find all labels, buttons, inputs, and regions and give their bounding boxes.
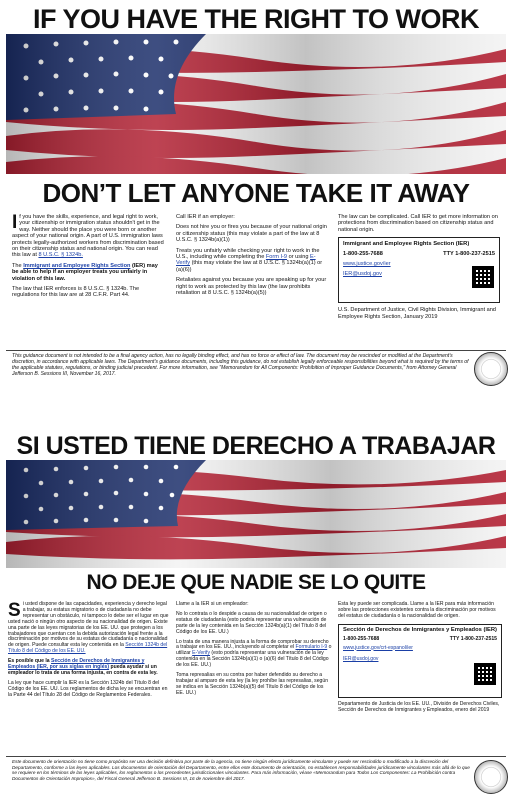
column-2-en [176, 214, 328, 300]
qr-code-icon-en[interactable] [472, 266, 494, 288]
unfair-check-mid-en: or using [288, 254, 309, 261]
headline-en: IF YOU HAVE THE RIGHT TO WORK [32, 4, 480, 34]
phone-es[interactable]: 1-800-255-7688 [343, 635, 380, 642]
retaliation-text-es: Toma represalias en su contra por haber defendido su derecho a trabajar al amparo de esta ley (la ley prohíbe las represalias, según se indica en la Sección 1324b(a)(5) del Título 8 del Código de los EE. UU.) [176, 672, 329, 696]
column-1-en [12, 214, 164, 303]
hire-fire-text-en: Does not hire you or fires you because of your national origin or citizenship status (this may violate a part of the law at 8 U.S.C. § 1324b(a)(1)) [176, 224, 327, 244]
footer-credit-en: U.S. Department of Justice, Civil Rights Division, Immigrant and Employee Rights Section, January 2019 [338, 307, 496, 320]
law-link-en[interactable]: 8 U.S.C. § 1324b. [38, 252, 83, 259]
tty-en[interactable]: TTY 1-800-237-2515 [443, 250, 495, 257]
hire-fire-text-es: No lo contrata o lo despide a causa de su nacionalidad de origen o estatus de ciudadanía (esto podría representar una vulneración de parte de la ley contenida en la Sección 1324b(a)(1) del Título 8 del Código de los EE. UU.) [176, 610, 327, 635]
law-complicated-text-es: Esta ley puede ser complicada. Llame a la IER para más información sobre las protecciones existentes contra la discriminación por motivos del estatus de ciudadanía o la nacionalidad de origen. [338, 601, 496, 619]
contact-title-en: Immigrant and Employee Rights Section (IER) [343, 241, 470, 248]
law-complicated-text-en: The law can be complicated. Call IER to get more information on protections from discrimination based on citizenship status and national origin. [338, 214, 498, 233]
law-link-es[interactable]: Sección 1324b del Título 8 del Código de los EE. UU. [8, 642, 168, 655]
phone-en[interactable]: 1-800-255-7688 [343, 250, 383, 257]
divider-es [6, 756, 506, 757]
us-flag-image-en [6, 34, 506, 174]
us-flag-image-es [6, 460, 506, 568]
unfair-check-post-es: (esto podría representar una vulneración de la ley contenida en la Sección 1324b(a)(1) o (a)(6) del Título 8 del Código de los EE. UU.) [176, 650, 329, 669]
email-link-en[interactable]: IER@usdoj.gov [343, 271, 382, 278]
dropcap-en: I [12, 212, 18, 233]
call-ier-heading-en: Call IER if an employer: [176, 214, 235, 220]
ier-link-en[interactable]: Immigrant and Employee Rights Section [23, 262, 131, 269]
retaliation-text-en: Retaliates against you because you are speaking up for your right to work as protected by this law (the law prohibits retaliation at 8 U.S.C. § 1324b(a)(5)) [176, 277, 327, 297]
unfair-check-mid-es: o utilizar [176, 644, 332, 657]
intro-text-en: f you have the skills, experience, and legal right to work, your citizenship or immigration status shouldn't get in the way. Neither should the place you were born or another aspect of your national origin. A part of U.S. immigration laws protects legally-authorized workers from discrimination based on their citizenship status and national origin. You can read this law at [12, 214, 164, 259]
contact-box-es [338, 624, 502, 698]
column-3-en [338, 214, 500, 344]
tty-es[interactable]: TTY 1-800-237-2515 [449, 635, 497, 642]
dropcap-es: S [8, 600, 21, 621]
doj-seal-icon-es [474, 760, 508, 794]
footer-credit-es: Departamento de Justicia de los EE. UU., División de Derechos Civiles, Sección de Derechos de Inmigrantes y Empleados, enero del 2019 [338, 700, 500, 713]
everify-link-es[interactable]: E-Verify [192, 650, 210, 657]
intro-text-es: i usted dispone de las capacidades, experiencia y derecho legal a trabajar, su estatus migratorio o de ciudadanía no debe representar un obstáculo, ni tampoco lo debe ser el lugar en que usted nació o ningún otro aspecto de su nacionalidad de origen. Existe una parte de las leyes migratorias de los EE. UU. que protegen a los trabajadores que cuentan con la debida autorización legal frente a la discriminación por motivos de su estatus de ciudadanía o nacionalidad de origen. Puede consultar esta ley contenida en la [8, 601, 169, 649]
ier-intro-post-en: (IER) may be able to help if an employer treats you unfairly in violation of this law. [12, 262, 158, 282]
qr-code-icon-es[interactable] [474, 663, 496, 685]
unfair-check-pre-en: Treats you unfairly while checking your right to work in the U.S., including while completing the [176, 247, 320, 261]
call-ier-heading-es: Llame a la IER si un empleador: [176, 601, 249, 607]
ier-intro-pre-es: Es posible que la [8, 658, 50, 665]
disclaimer-en: This guidance document is not intended to be a final agency action, has no legally binding effect, and has no force or effect of law. The document may be rescinded or modified at the Department's discretion, in accordance with applicable laws. The Department's guidance documents, including this guidance, do not establish legally enforceable responsibilities beyond what is required by the terms of the applicable statutes, regulations, or binding judicial precedent. For more information, see "Memorandum for All Components: Prohibition of Improper Guidance Documents," from Attorney General Jefferson B. Sessions III, November 16, 2017. [12, 353, 469, 377]
ier-intro-post-es: pueda ayudar si un empleador lo trata de una forma injusta, en contra de esta ley. [8, 664, 158, 676]
unfair-check-post-en: (this may violate the law at 8 U.S.C. § 1324b(a)(1) or (a)(6)) [176, 260, 323, 273]
subhead-es: NO DEJE QUE NADIE SE LO QUITE [86, 571, 426, 594]
website-link-en[interactable]: www.justice.gov/ier [343, 261, 391, 268]
form-i9-link-es[interactable]: Formulario I-9 [295, 644, 328, 651]
contact-title-es: Sección de Derechos de Inmigrantes y Empleados (IER) [343, 626, 497, 633]
contact-box-en [338, 237, 500, 303]
column-2-es [176, 602, 332, 701]
unfair-check-pre-es: Lo trata de una manera injusta a la forma de comprobar su derecho a trabajar en los EE. UU., incluyendo al completar el [176, 638, 329, 651]
ier-intro-pre-en: The [12, 262, 22, 269]
email-link-es[interactable]: IER@usdoj.gov [343, 656, 379, 663]
headline-es: SI USTED TIENE DERECHO A TRABAJAR [16, 432, 496, 460]
form-i9-link-en[interactable]: Form I-9 [265, 254, 288, 261]
column-3-es [338, 602, 502, 718]
everify-link-en[interactable]: E-Verify [176, 254, 316, 267]
regulations-text-en: The law that IER enforces is 8 U.S.C. § 1324b. The regulations for this law are at 28 C.F.R. Part 44. [12, 286, 140, 299]
ier-link-es[interactable]: Sección de Derechos de Inmigrantes y Empleados (IER, por sus siglas en inglés) [8, 658, 145, 671]
column-1-es [8, 602, 170, 703]
divider-en [6, 350, 506, 351]
regulations-text-es: La ley que hace cumplir la IER es la Sección 1324b del Título 8 del Código de los EE. UU. Los reglamentos de dicha ley se encuentran en la Parte 44 del Título 28 del Código de Reglamentos Federales. [8, 679, 168, 698]
disclaimer-es: Este documento de orientación no tiene como propósito ser una decisión definitiva por parte de la agencia, no tiene ningún efecto jurídicamente vinculante y puede ser rescindido o modificado a la discreción del Departamento, conforme a las leyes aplicables. Los documentos de orientación del Departamento, entre ellos este documento de orientación, no establecen responsabilidades jurídicamente vinculantes más allá de lo que se requiere en los términos de las leyes aplicables, los reglamentos o los precedentes jurisdiccionales vinculantes. Para más información, véase «Memorandum para Todos Los Componentes: La Prohibición contra Documentos de Orientación Impropios», del Fiscal General Jefferson B. Sessions III, 16 de noviembre del 2017. [12, 759, 470, 781]
doj-seal-icon-en [474, 352, 508, 386]
website-link-es[interactable]: www.justice.gov/crt-espanol/ier [343, 644, 413, 651]
subhead-en: DON’T LET ANYONE TAKE IT AWAY [42, 178, 470, 208]
